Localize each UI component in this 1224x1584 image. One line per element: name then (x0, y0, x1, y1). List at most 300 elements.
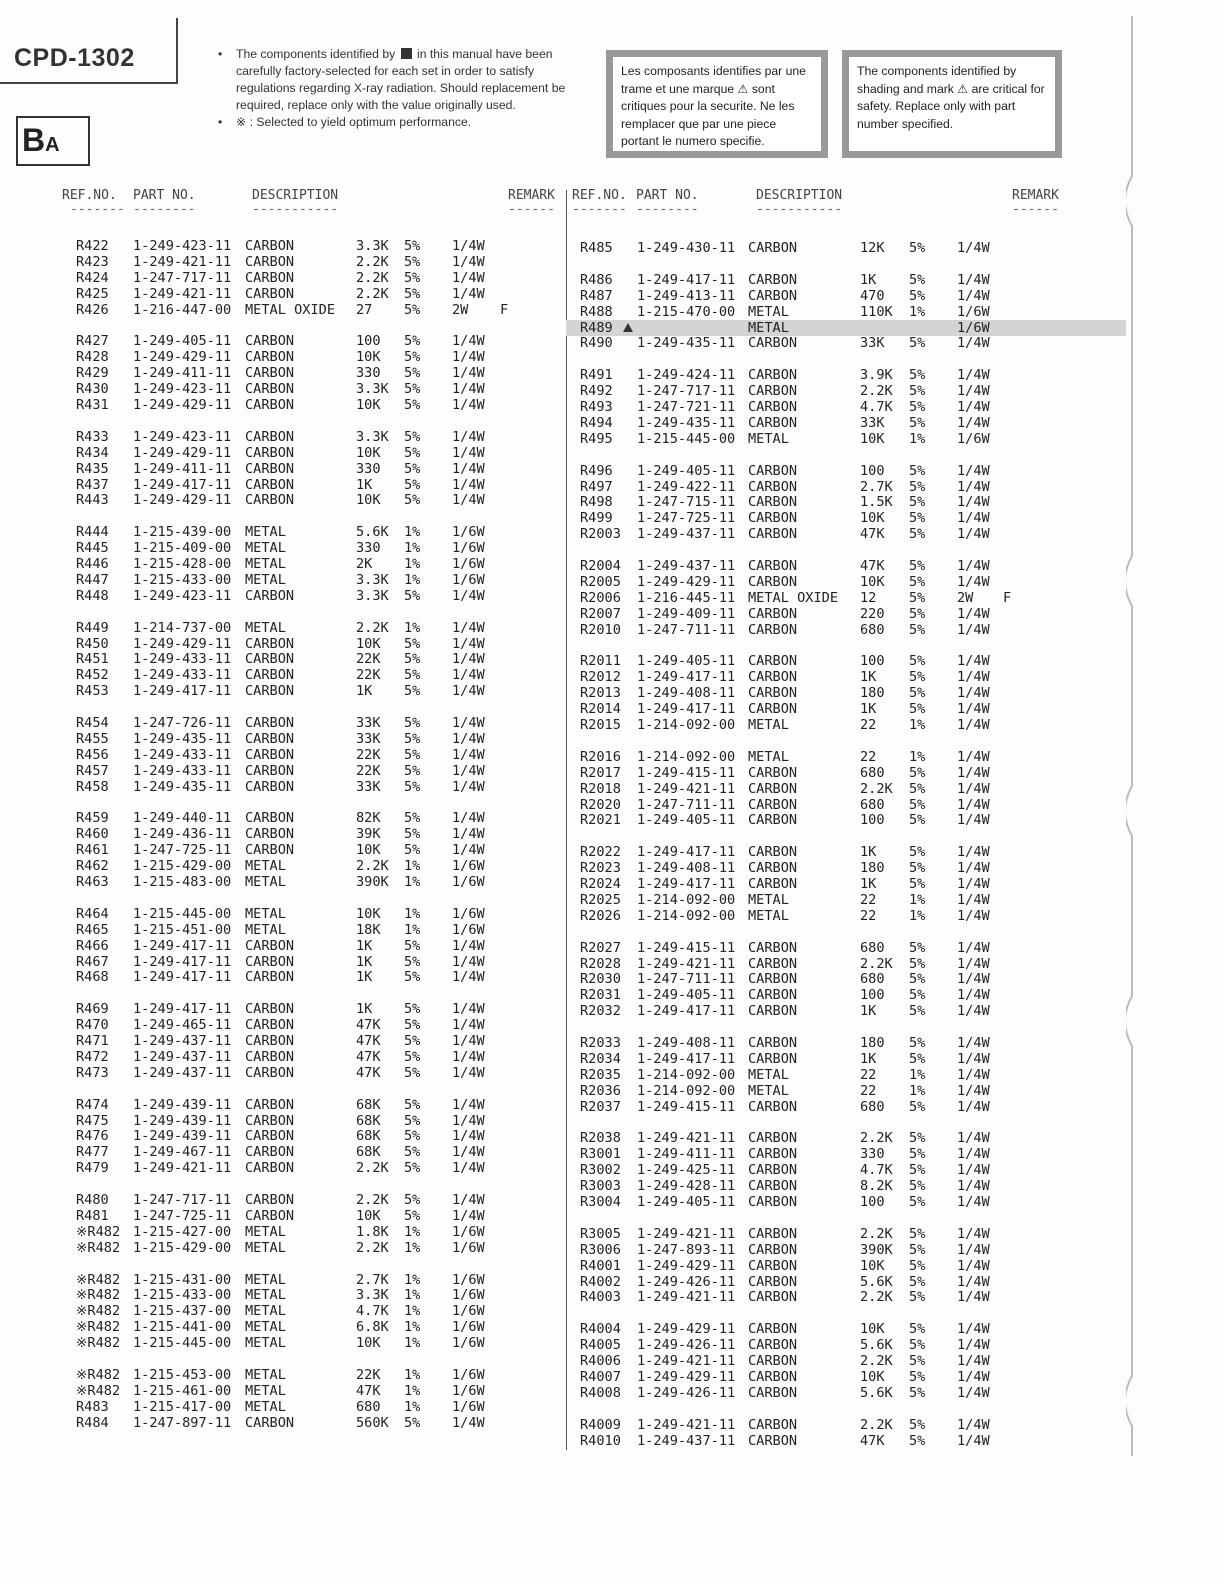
part-no: 1-249-405-11 (637, 462, 736, 479)
tolerance: 1% (909, 430, 926, 447)
description: CARBON (748, 1321, 798, 1338)
wattage: 1/4W (452, 460, 485, 477)
part-no: 1-249-417-11 (637, 669, 736, 686)
ref-no: R2032 (580, 1003, 621, 1020)
ref-no: R2010 (580, 621, 621, 638)
part-no: 1-249-465-11 (133, 1017, 232, 1034)
ref-no: R456 (76, 746, 109, 763)
part-no: 1-215-431-00 (133, 1271, 232, 1288)
tolerance: 5% (404, 460, 421, 477)
part-row (0, 477, 566, 493)
part-no: 1-249-417-11 (133, 937, 232, 954)
description: CARBON (245, 953, 295, 970)
part-no: 1-214-737-00 (133, 619, 232, 636)
tolerance: 5% (909, 589, 926, 606)
wattage: 1/4W (957, 701, 990, 718)
wattage: 1/4W (957, 1353, 990, 1369)
value: 2.7K (356, 1271, 389, 1288)
note-text-before: The components identified by (236, 47, 396, 61)
wattage: 1/4W (452, 1001, 485, 1018)
wattage: 1/6W (452, 556, 485, 572)
description: CARBON (748, 1337, 798, 1354)
ref-no: R473 (76, 1064, 109, 1081)
tolerance: 5% (909, 764, 926, 781)
part-row (566, 956, 1126, 972)
wattage: 1/4W (452, 715, 485, 731)
ref-no: R490 (580, 335, 613, 352)
value: 390K (860, 1241, 893, 1258)
description: METAL (748, 1082, 789, 1099)
part-no: 1-216-447-00 (133, 301, 232, 318)
description: CARBON (245, 778, 295, 795)
part-no: 1-249-415-11 (637, 764, 736, 781)
description: CARBON (748, 573, 798, 590)
tolerance: 5% (909, 685, 926, 702)
part-no: 1-247-893-11 (637, 1241, 736, 1258)
ref-no: R433 (76, 428, 109, 445)
description: METAL OXIDE (748, 589, 839, 606)
part-no: 1-249-435-11 (637, 335, 736, 352)
wattage: 1/4W (957, 1066, 990, 1083)
wattage: 1/4W (957, 414, 990, 431)
ref-no: R462 (76, 858, 109, 875)
wattage: 1/6W (452, 1223, 485, 1240)
part-no: 1-249-439-11 (133, 1128, 232, 1145)
part-no: 1-249-417-11 (637, 1050, 736, 1067)
value: 100 (860, 812, 885, 829)
note-bullet: • (218, 47, 223, 61)
value: 8.2K (860, 1178, 893, 1195)
wattage: 1/4W (957, 462, 990, 479)
wattage: 1/4W (957, 812, 990, 829)
value: 1K (356, 969, 373, 986)
part-no: 1-215-453-00 (133, 1366, 232, 1383)
value: 1K (356, 476, 373, 493)
value: 10K (356, 1207, 381, 1224)
wattage: 2W (957, 589, 974, 606)
part-no: 1-249-436-11 (133, 826, 232, 843)
ref-no: R494 (580, 414, 613, 431)
value: 5.6K (860, 1337, 893, 1354)
tolerance: 5% (404, 1017, 421, 1034)
remark: F (500, 301, 509, 318)
wattage: 1/6W (452, 1366, 485, 1383)
wattage: 1/4W (957, 1321, 990, 1338)
part-row (566, 844, 1126, 860)
value: 680 (860, 764, 885, 781)
description: METAL (245, 1335, 286, 1352)
part-row (0, 858, 566, 874)
part-row (0, 1367, 566, 1383)
ref-no: R4004 (580, 1321, 621, 1338)
part-row (0, 1113, 566, 1129)
tolerance: 5% (909, 1353, 926, 1369)
part-no: 1-247-721-11 (637, 399, 736, 415)
wattage: 1/4W (452, 1192, 485, 1208)
ref-no: R488 (580, 303, 613, 320)
part-row (0, 1033, 566, 1049)
part-no: 1-249-429-11 (133, 635, 232, 652)
description: CARBON (245, 651, 295, 668)
description: METAL (245, 524, 286, 541)
tolerance: 1% (404, 858, 421, 875)
value: 12K (860, 240, 885, 256)
ref-no: ※R482 (76, 1223, 121, 1240)
part-row (566, 749, 1126, 765)
tolerance: 5% (404, 683, 421, 700)
wattage: 1/6W (452, 571, 485, 588)
description: CARBON (748, 987, 798, 1004)
description: CARBON (245, 460, 295, 477)
value: 68K (356, 1112, 381, 1129)
value: 330 (356, 460, 381, 477)
value: 22K (356, 651, 381, 668)
description: CARBON (245, 269, 295, 286)
value: 2.2K (860, 955, 893, 972)
part-no: 1-249-405-11 (637, 1194, 736, 1210)
tolerance: 5% (404, 365, 421, 382)
description: CARBON (245, 683, 295, 700)
value: 2.2K (356, 1160, 389, 1177)
part-row (0, 1065, 566, 1081)
part-row (0, 524, 566, 540)
description: CARBON (748, 971, 798, 988)
wattage: 1/4W (957, 1289, 990, 1306)
part-row (0, 636, 566, 652)
part-row (566, 908, 1126, 924)
part-row (0, 747, 566, 763)
value: 47K (356, 1048, 381, 1065)
description: CARBON (748, 494, 798, 511)
part-row (0, 1144, 566, 1160)
wattage: 1/6W (452, 1319, 485, 1336)
tolerance: 1% (404, 1303, 421, 1320)
value: 4.7K (860, 1162, 893, 1179)
ref-no: R2033 (580, 1035, 621, 1051)
wattage: 1/4W (957, 1050, 990, 1067)
wattage: 1/4W (452, 730, 485, 747)
part-row (0, 1303, 566, 1319)
ref-no: R430 (76, 381, 109, 398)
value: 3.9K (860, 367, 893, 384)
description: CARBON (748, 1289, 798, 1306)
part-row (566, 304, 1126, 320)
binder-tab-edge (1126, 16, 1166, 1456)
tolerance: 5% (909, 335, 926, 352)
tolerance: 5% (909, 971, 926, 988)
wattage: 1/4W (452, 1096, 485, 1113)
value: 1K (860, 701, 877, 718)
description: CARBON (245, 1096, 295, 1113)
part-row (566, 1274, 1126, 1290)
part-no: 1-249-439-11 (133, 1112, 232, 1129)
tolerance: 5% (404, 1414, 421, 1431)
wattage: 1/4W (957, 1337, 990, 1354)
part-row (566, 860, 1126, 876)
wattage: 1/4W (957, 955, 990, 972)
part-row (0, 779, 566, 795)
wattage: 1/4W (957, 271, 990, 288)
part-row (0, 572, 566, 588)
value: 330 (860, 1146, 885, 1163)
ref-no: R4002 (580, 1273, 621, 1290)
value: 680 (860, 971, 885, 988)
ref-no: R468 (76, 969, 109, 986)
tolerance: 5% (404, 1064, 421, 1081)
part-no: 1-249-433-11 (133, 667, 232, 684)
tolerance: 5% (404, 285, 421, 302)
wattage: 1/4W (452, 1112, 485, 1129)
tolerance: 5% (404, 667, 421, 684)
ref-no: ※R482 (76, 1335, 121, 1352)
part-row (566, 1321, 1126, 1337)
tolerance: 1% (909, 907, 926, 924)
ref-no: R483 (76, 1398, 109, 1415)
description: CARBON (245, 428, 295, 445)
tolerance: 5% (909, 1273, 926, 1290)
wattage: 1/4W (957, 1098, 990, 1115)
description: CARBON (245, 587, 295, 604)
ref-no: R2006 (580, 589, 621, 606)
ref-no: R4001 (580, 1257, 621, 1274)
part-no: 1-247-725-11 (133, 1207, 232, 1224)
part-no: 1-249-439-11 (133, 1096, 232, 1113)
note-text-after: in this manual have been carefully factory-selected for each set in order to satisfy regulations regarding X-ray radiation. Should replacement be required, replace only with the value originally used. (236, 47, 566, 112)
part-no: 1-249-423-11 (133, 587, 232, 604)
tolerance: 1% (909, 1066, 926, 1083)
wattage: 1/6W (452, 1271, 485, 1288)
description: METAL OXIDE (245, 301, 336, 318)
value: 1K (860, 876, 877, 892)
ref-no: R2021 (580, 812, 621, 829)
wattage: 1/4W (452, 476, 485, 493)
ref-no: R2020 (580, 796, 621, 813)
part-row (566, 987, 1126, 1003)
ref-no: R4003 (580, 1289, 621, 1306)
ref-no: R2022 (580, 844, 621, 861)
value: 4.7K (860, 399, 893, 415)
description: CARBON (245, 969, 295, 986)
value: 1K (356, 1001, 373, 1018)
value: 330 (356, 365, 381, 382)
ref-no: R464 (76, 905, 109, 922)
description: METAL (245, 858, 286, 875)
wattage: 1/4W (957, 860, 990, 877)
description: CARBON (748, 1384, 798, 1401)
tolerance: 5% (404, 428, 421, 445)
description: CARBON (245, 349, 295, 366)
part-row (566, 1003, 1126, 1019)
ref-no: R2034 (580, 1050, 621, 1067)
ref-no: R2016 (580, 748, 621, 765)
value: 1K (356, 937, 373, 954)
description: CARBON (748, 399, 798, 415)
wattage: 1/4W (452, 381, 485, 398)
part-row (0, 1128, 566, 1144)
tolerance: 5% (404, 810, 421, 827)
description: CARBON (748, 367, 798, 384)
wattage: 1/4W (452, 1144, 485, 1161)
value: 180 (860, 685, 885, 702)
wattage: 1/4W (452, 333, 485, 350)
wattage: 1/4W (452, 1207, 485, 1224)
tolerance: 1% (404, 1223, 421, 1240)
value: 22K (356, 746, 381, 763)
value: 22 (860, 717, 877, 733)
part-row (566, 288, 1126, 304)
wattage: 2W (452, 301, 469, 318)
ref-no: R435 (76, 460, 109, 477)
wattage: 1/4W (957, 1368, 990, 1385)
tolerance: 1% (404, 1398, 421, 1415)
ref-no: R3006 (580, 1241, 621, 1258)
part-no: 1-249-421-11 (637, 955, 736, 972)
description: CARBON (245, 365, 295, 382)
tolerance: 1% (404, 540, 421, 557)
part-row (0, 302, 566, 318)
description: CARBON (245, 1144, 295, 1161)
header-desc-underline: ----------- (252, 202, 339, 217)
ref-no: R437 (76, 476, 109, 493)
part-row (566, 653, 1126, 669)
wattage: 1/4W (452, 651, 485, 668)
description: CARBON (748, 605, 798, 622)
wattage: 1/4W (957, 748, 990, 765)
ref-no: R495 (580, 430, 613, 447)
tolerance: 5% (909, 399, 926, 415)
description: CARBON (245, 1112, 295, 1129)
wattage: 1/4W (957, 1257, 990, 1274)
header-remark-underline: ------ (1012, 202, 1059, 217)
value: 33K (860, 335, 885, 352)
ref-no: R2030 (580, 971, 621, 988)
description: METAL (245, 1319, 286, 1336)
ref-no: R2015 (580, 717, 621, 733)
wattage: 1/4W (957, 669, 990, 686)
part-row (566, 717, 1126, 733)
part-no: 1-249-429-11 (637, 573, 736, 590)
value: 3.3K (356, 381, 389, 398)
tolerance: 1% (404, 619, 421, 636)
value: 10K (356, 397, 381, 413)
wattage: 1/4W (957, 526, 990, 543)
ref-no: R471 (76, 1033, 109, 1049)
description: CARBON (748, 1130, 798, 1147)
value: 100 (860, 653, 885, 670)
description: CARBON (748, 1241, 798, 1258)
wattage: 1/4W (957, 605, 990, 622)
tolerance: 1% (909, 1082, 926, 1099)
wattage: 1/4W (957, 510, 990, 527)
description: CARBON (245, 238, 295, 254)
wattage: 1/4W (957, 383, 990, 400)
value: 5.6K (860, 1384, 893, 1401)
value: 100 (356, 333, 381, 350)
part-no: 1-249-437-11 (637, 558, 736, 574)
tolerance: 5% (909, 1257, 926, 1274)
value: 1K (860, 1003, 877, 1020)
ref-no: R487 (580, 287, 613, 304)
ref-no: R2025 (580, 891, 621, 908)
part-no: 1-247-897-11 (133, 1414, 232, 1431)
value: 10K (860, 430, 885, 447)
description: METAL (748, 1066, 789, 1083)
part-row (0, 254, 566, 270)
tolerance: 5% (404, 842, 421, 859)
value: 330 (356, 540, 381, 557)
part-no: 1-249-415-11 (637, 1098, 736, 1115)
ref-no: R2018 (580, 780, 621, 797)
part-row (566, 431, 1126, 447)
part-no: 1-249-405-11 (133, 333, 232, 350)
ref-no: ※R482 (76, 1287, 121, 1304)
part-no: 1-215-417-00 (133, 1398, 232, 1415)
description: CARBON (245, 1192, 295, 1208)
description: CARBON (245, 397, 295, 413)
part-no: 1-249-421-11 (133, 1160, 232, 1177)
description: CARBON (245, 1017, 295, 1034)
part-row (566, 1242, 1126, 1258)
ref-no: R461 (76, 842, 109, 859)
wattage: 1/6W (452, 1303, 485, 1320)
wattage: 1/4W (452, 810, 485, 827)
part-row (566, 1083, 1126, 1099)
header-part-underline: -------- (133, 202, 196, 217)
tolerance: 5% (404, 349, 421, 366)
ref-no: R481 (76, 1207, 109, 1224)
part-no: 1-249-429-11 (637, 1257, 736, 1274)
part-no: 1-249-435-11 (133, 778, 232, 795)
part-no: 1-249-429-11 (133, 397, 232, 413)
wattage: 1/4W (452, 683, 485, 700)
value: 100 (860, 987, 885, 1004)
part-row (0, 1097, 566, 1113)
part-no: 1-249-417-11 (637, 701, 736, 718)
tolerance: 5% (404, 1160, 421, 1177)
description: CARBON (748, 764, 798, 781)
part-row (566, 892, 1126, 908)
description: CARBON (748, 621, 798, 638)
part-row (0, 763, 566, 779)
part-no: 1-247-711-11 (637, 621, 736, 638)
part-no: 1-249-433-11 (133, 746, 232, 763)
header-part: PART NO. (133, 188, 196, 203)
value: 3.3K (356, 238, 389, 254)
wattage: 1/6W (452, 1239, 485, 1256)
ref-no: R448 (76, 587, 109, 604)
part-no: 1-249-408-11 (637, 1035, 736, 1051)
description: CARBON (748, 812, 798, 829)
value: 22 (860, 891, 877, 908)
wattage: 1/4W (957, 335, 990, 352)
tolerance: 5% (404, 730, 421, 747)
part-no: 1-249-423-11 (133, 428, 232, 445)
description: CARBON (245, 1048, 295, 1065)
part-row (566, 367, 1126, 383)
part-row (0, 349, 566, 365)
part-row (0, 238, 566, 254)
description: CARBON (245, 810, 295, 827)
wattage: 1/4W (957, 844, 990, 861)
value: 10K (860, 1321, 885, 1338)
wattage: 1/4W (957, 1130, 990, 1147)
tolerance: 1% (404, 905, 421, 922)
header-ref: REF.NO. (572, 188, 627, 203)
tolerance: 5% (909, 812, 926, 829)
tolerance: 1% (404, 556, 421, 572)
part-row (0, 906, 566, 922)
part-row (0, 1383, 566, 1399)
